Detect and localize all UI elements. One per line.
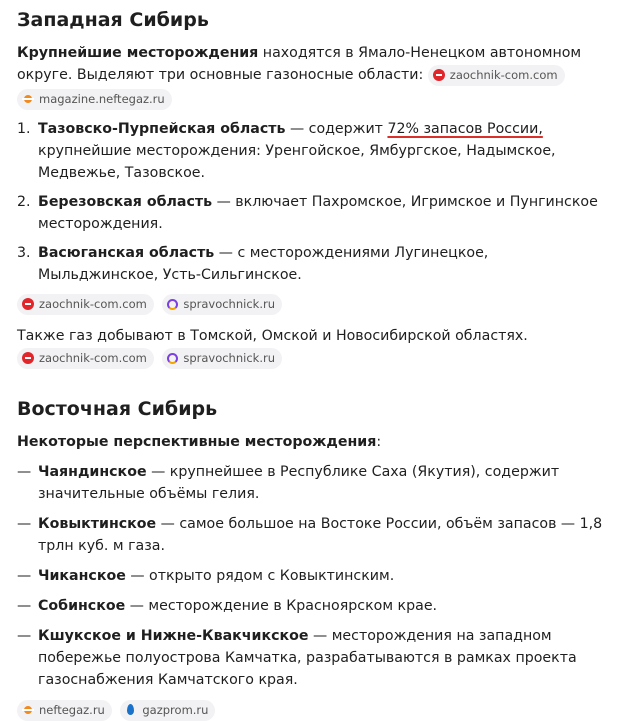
source-chip[interactable] [120,700,215,721]
source-chip[interactable] [17,700,112,721]
west-intro [17,42,605,86]
item-number: 1. [17,121,31,137]
item-text: — месторождения на западном побережье полуострова Камчатка, разрабатываются в рамках проекта газоснабжения Камчатского края. [38,628,577,688]
source-label: spravochnick.ru [183,350,275,365]
gazprom-icon [125,704,137,716]
item-title: Ковыктинское [38,516,157,532]
source-label: gazprom.ru [142,702,209,717]
source-chips [17,347,605,369]
list-item [17,565,605,587]
intro-text: : [376,434,382,450]
item-text: — включает Пахромское, Игримское и Пунгинское месторождения. [38,194,598,232]
section-title-east: Восточная Сибирь [17,398,218,420]
item-title: Собинское [38,598,126,614]
item-text: — открыто рядом с Ковыктинским. [125,568,395,584]
list-item [17,625,605,691]
source-chip[interactable] [162,348,282,369]
dash-bullet: — [17,464,32,480]
source-label: magazine.neftegaz.ru [39,91,165,106]
spravochnick-icon [167,353,178,364]
list-item [17,191,605,235]
item-text: — крупнейшее в Республике Саха (Якутия), содержит значительные объёмы гелия. [38,464,560,502]
item-title: Чиканское [38,568,126,584]
item-title: Тазовско-Пурпейская область [38,121,286,137]
list-item [17,461,605,505]
source-chips [17,293,605,315]
item-title: Березовская область [38,194,213,210]
intro-bold: Некоторые перспективные месторождения [17,434,377,450]
source-chip[interactable] [17,89,172,110]
item-title: Васюганская область [38,245,215,261]
item-text: крупнейшие месторождения: Уренгойское, Ямбургское, Надымское, Медвежье, Тазовское. [38,143,556,181]
list-item [17,595,605,617]
source-label: spravochnick.ru [183,296,275,311]
item-text: — с месторождениями Лугинецкое, Мыльджинское, Усть-Сильгинское. [38,245,489,283]
item-title: Кшукское и Нижне-Квакчикское [38,628,309,644]
source-chip[interactable] [17,348,154,369]
neftegaz-icon [22,93,34,105]
east-fields-list [17,461,605,691]
zaochnik-icon [433,69,445,81]
source-chips [17,699,605,721]
extra-text: Также газ добывают в Томской, Омской и Новосибирской областях. [17,328,528,344]
source-chip[interactable] [17,294,154,315]
zaochnik-icon [22,298,34,310]
list-item [17,513,605,557]
intro-bold: Крупнейшие месторождения [17,45,259,61]
source-chip[interactable] [428,65,565,86]
list-item [17,118,605,184]
source-chip[interactable] [162,294,282,315]
item-title: Чаяндинское [38,464,147,480]
item-text: — месторождение в Красноярском крае. [125,598,438,614]
intro-text: находятся в Ямало-Ненецком автономном округе. Выделяют три основные газоносные области: [17,45,582,83]
zaochnik-icon [22,352,34,364]
dash-bullet: — [17,568,32,584]
section-title-west: Западная Сибирь [17,9,209,31]
item-text: — самое большое на Востоке России, объём запасов — 1,8 трлн куб. м газа. [38,516,603,554]
source-label: zaochnik-com.com [39,296,147,311]
spravochnick-icon [167,299,178,310]
item-number: 3. [17,245,31,261]
source-label: zaochnik-com.com [39,350,147,365]
list-item [17,242,605,286]
highlighted-fact[interactable]: 72% запасов России, [387,121,543,137]
source-label: neftegaz.ru [39,702,105,717]
dash-bullet: — [17,628,32,644]
west-regions-list [17,118,605,286]
item-text: — содержит [285,121,388,137]
dash-bullet: — [17,598,32,614]
dash-bullet: — [17,516,32,532]
east-intro [17,431,605,453]
source-chips [17,88,605,110]
neftegaz-icon [22,704,34,716]
source-label: zaochnik-com.com [449,67,558,82]
item-number: 2. [17,194,31,210]
